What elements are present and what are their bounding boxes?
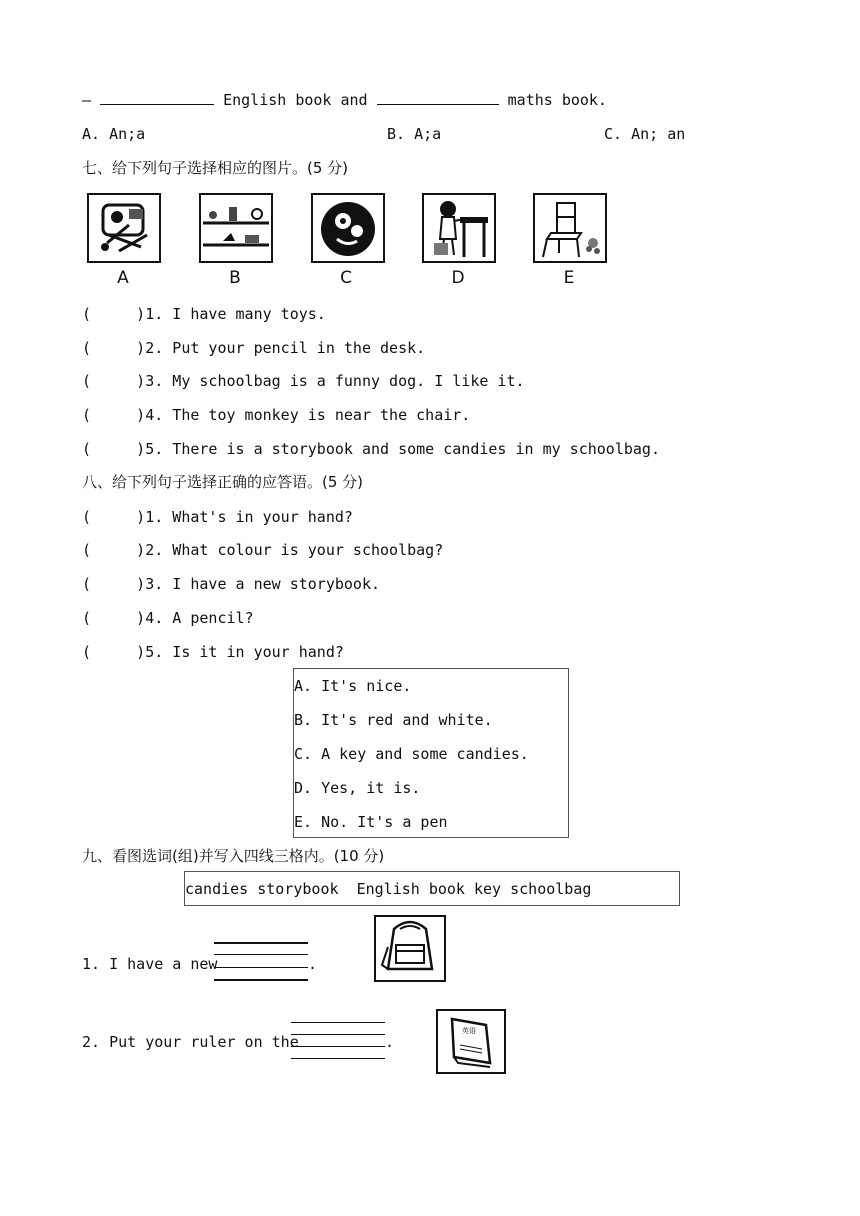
section7-item-5: ( )5. There is a storybook and some candies in my schoolbag.: [82, 440, 660, 458]
answer-option-a: A. It's nice.: [294, 677, 412, 695]
four-line-writing-area-1[interactable]: [214, 942, 308, 982]
option-b: B. A;a: [387, 125, 442, 143]
picture-d-desk-child-icon: [422, 193, 496, 263]
four-line-writing-area-2[interactable]: [291, 1022, 385, 1060]
section8-item-2: ( )2. What colour is your schoolbag?: [82, 541, 444, 559]
section7-item-4: ( )4. The toy monkey is near the chair.: [82, 406, 471, 424]
section9-item-1-text: 1. I have a new: [82, 955, 218, 973]
section9-item-2-end: .: [385, 1033, 395, 1051]
section8-item-1: ( )1. What's in your hand?: [82, 508, 353, 526]
answer-blank-2[interactable]: [377, 90, 499, 105]
section7-item-3: ( )3. My schoolbag is a funny dog. I like it.: [82, 372, 525, 390]
word-bank-text: candies storybook English book key schoolbag: [185, 880, 592, 898]
book-cover-text: 英语: [462, 1027, 476, 1035]
question-suffix-text: maths book.: [507, 91, 607, 109]
picture-label-e: E: [563, 268, 575, 288]
answer-option-d: D. Yes, it is.: [294, 779, 421, 797]
picture-label-c: C: [340, 268, 352, 288]
section8-item-3: ( )3. I have a new storybook.: [82, 575, 381, 593]
dash-prefix: —: [82, 91, 92, 109]
answer-option-c: C. A key and some candies.: [294, 745, 529, 763]
picture-label-b: B: [229, 268, 241, 288]
picture-label-d: D: [451, 268, 465, 288]
section7-item-1: ( )1. I have many toys.: [82, 305, 326, 323]
question-mid-text: English book and: [223, 91, 368, 109]
section9-title: 九、看图选词(组)并写入四线三格内。(10 分): [82, 847, 385, 865]
schoolbag-icon: [374, 915, 446, 982]
section7-item-2: ( )2. Put your pencil in the desk.: [82, 339, 426, 357]
section8-item-5: ( )5. Is it in your hand?: [82, 643, 344, 661]
picture-b-shelf-toys-icon: [199, 193, 273, 263]
option-a: A. An;a: [82, 125, 146, 143]
picture-label-a: A: [117, 268, 129, 288]
section8-title: 八、给下列句子选择正确的应答语。(5 分): [82, 473, 364, 491]
option-c: C. An; an: [604, 125, 686, 143]
picture-a-toys-pile-icon: [87, 193, 161, 263]
answer-option-b: B. It's red and white.: [294, 711, 493, 729]
section7-title: 七、给下列句子选择相应的图片。(5 分): [82, 159, 349, 177]
picture-e-chair-monkey-icon: [533, 193, 607, 263]
answer-option-e: E. No. It's a pen: [294, 813, 448, 831]
section9-item-2-text: 2. Put your ruler on the: [82, 1033, 299, 1051]
section9-item-1-end: .: [308, 955, 318, 973]
english-book-icon: [436, 1009, 506, 1074]
section8-item-4: ( )4. A pencil?: [82, 609, 254, 627]
question-fill-blank: [82, 90, 607, 110]
picture-c-dog-schoolbag-icon: [311, 193, 385, 263]
answer-blank-1[interactable]: [100, 90, 214, 105]
